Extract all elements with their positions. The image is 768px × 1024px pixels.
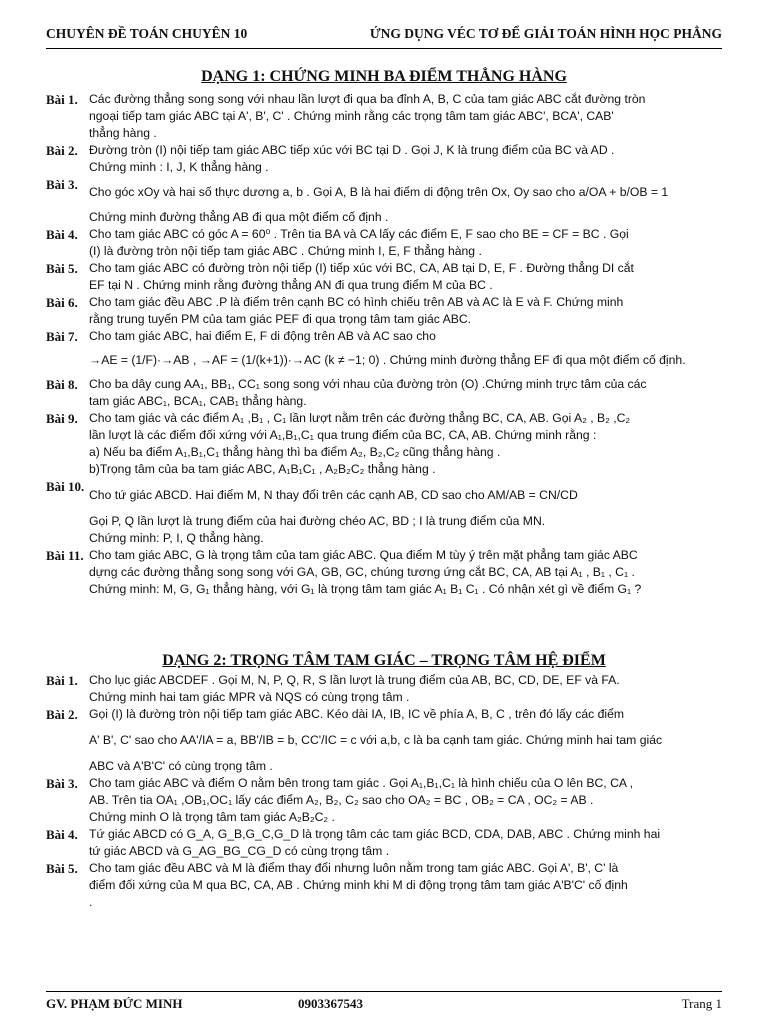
problem-line: Chứng minh hai tam giác MPR và NQS có cùng trọng tâm . [89, 690, 410, 704]
problem-line: thẳng hàng . [89, 126, 157, 140]
problem-line: tứ giác ABCD và G_AG_BG_CG_D có cùng trọng tâm . [89, 844, 390, 858]
problem-line: Chứng minh O là trọng tâm tam giác A₂B₂C₂ . [89, 810, 335, 824]
problem-line: Chứng minh: P, I, Q thẳng hàng. [89, 531, 264, 545]
problem-line: Cho tam giác đều ABC và M là điểm thay đổi nhưng luôn nằm trong tam giác ABC. Gọi A', B', C' là [89, 861, 619, 875]
problem-line: Cho góc xOy và hai số thực dương a, b . Gọi A, B là hai điểm di động trên Ox, Oy sao cho a/OA + b/OB = 1 [89, 185, 669, 199]
header-left: CHUYÊN ĐỀ TOÁN CHUYÊN 10 [46, 26, 248, 41]
problem-1 [46, 91, 724, 142]
problem-line: ngoại tiếp tam giác ABC tại A', B', C' . Chứng minh rằng các trọng tâm tam giác ABC', BCA', CAB' [89, 109, 614, 123]
page-footer [46, 996, 722, 1016]
header-right: ỨNG DỤNG VÉC TƠ ĐỂ GIẢI TOÁN HÌNH HỌC PHẲNG [369, 26, 722, 41]
problem-line: Các đường thẳng song song với nhau lần lượt đi qua ba đỉnh A, B, C của tam giác ABC cắt đường tròn [89, 92, 646, 106]
problem-line: b)Trọng tâm của ba tam giác ABC, A₁B₁C₁ , A₂B₂C₂ thẳng hàng . [89, 462, 436, 476]
section1-problems [46, 91, 724, 598]
footer-rule [46, 991, 722, 992]
problem-label: Bài 2. [46, 707, 78, 722]
problem-line: lần lượt là các điểm đối xứng với A₁,B₁,C₁ qua trung điểm của BC, CA, AB. Chứng minh rằng : [89, 428, 597, 442]
problem-line: Cho tam giác ABC có góc A = 60⁰ . Trên tia BA và CA lấy các điểm E, F sao cho BE = CF = BC . Gọi [89, 227, 629, 241]
problem-label: Bài 5. [46, 261, 78, 276]
section2-title: DẠNG 2: TRỌNG TÂM TAM GIÁC – TRỌNG TÂM HỆ ĐIỂM [162, 652, 606, 669]
problem-line: Cho tam giác ABC, hai điểm E, F di động trên AB và AC sao cho [89, 329, 436, 343]
problem-line: Tứ giác ABCD có G_A, G_B,G_C,G_D là trọng tâm các tam giác BCD, CDA, DAB, ABC . Chứng minh hai [89, 827, 661, 841]
problem-label: Bài 5. [46, 861, 78, 876]
problem-3 [46, 176, 724, 226]
problem-line: Cho tứ giác ABCD. Hai điểm M, N thay đổi trên các cạnh AB, CD sao cho AM/AB = CN/CD [89, 488, 578, 502]
problem-line: Cho tam giác ABC, G là trọng tâm của tam giác ABC. Qua điểm M tùy ý trên mặt phẳng tam giác ABC [89, 548, 638, 562]
problem-11 [46, 547, 724, 598]
problem-3 [46, 775, 724, 826]
problem-line: Chứng minh đường thẳng AB đi qua một điểm cố định . [89, 210, 389, 224]
problem-5 [46, 260, 724, 294]
problem-2 [46, 706, 724, 775]
problem-line: Cho tam giác ABC và điểm O nằm bên trong tam giác . Gọi A₁,B₁,C₁ là hình chiếu của O lên BC, CA , [89, 776, 634, 790]
problem-line: . [89, 895, 93, 909]
problem-label: Bài 4. [46, 227, 78, 242]
problem-line: điểm đối xứng của M qua BC, CA, AB . Chứng minh khi M di động trọng tâm tam giác A'B'C' cố định [89, 878, 628, 892]
problem-line: tam giác ABC₁, BCA₁, CAB₁ thẳng hàng. [89, 394, 307, 408]
problem-line: Cho ba dây cung AA₁, BB₁, CC₁ song song với nhau của đường tròn (O) .Chứng minh trực tâm của các [89, 377, 647, 391]
problem-line: ABC và A'B'C' có cùng trọng tâm . [89, 759, 273, 773]
problem-line: Cho tam giác ABC có đường tròn nội tiếp (I) tiếp xúc với BC, CA, AB tại D, E, F . Đường thẳng DI cắt [89, 261, 634, 275]
problem-8 [46, 376, 724, 410]
problem-line: EF tại N . Chứng minh rằng đường thẳng AN đi qua trung điểm M của BC . [89, 278, 493, 292]
problem-9 [46, 410, 724, 478]
problem-line: a) Nếu ba điểm A₁,B₁,C₁ thẳng hàng thì ba điểm A₂, B₂,C₂ cũng thẳng hàng . [89, 445, 501, 459]
problem-1 [46, 672, 724, 706]
problem-5 [46, 860, 724, 911]
problem-label: Bài 7. [46, 329, 78, 344]
problem-6 [46, 294, 724, 328]
footer-author: GV. PHẠM ĐỨC MINH [46, 996, 183, 1011]
problem-10 [46, 478, 724, 547]
problem-line: (I) là đường tròn nội tiếp tam giác ABC . Chứng minh I, E, F thẳng hàng . [89, 244, 482, 258]
problem-line: dựng các đường thẳng song song với GA, GB, GC, chúng tương ứng cắt BC, CA, AB tại A₁ , B₁ , C₁ . [89, 565, 635, 579]
problem-line: Gọi P, Q lần lượt là trung điểm của hai đường chéo AC, BD ; I là trung điểm của MN. [89, 514, 546, 528]
problem-label: Bài 1. [46, 673, 78, 688]
problem-line: AB. Trên tia OA₁ ,OB₁,OC₁ lấy các điểm A₂, B₂, C₂ sao cho OA₂ = BC , OB₂ = CA , OC₂ = AB . [89, 793, 594, 807]
problem-label: Bài 6. [46, 295, 78, 310]
problem-label: Bài 3. [46, 776, 78, 791]
problem-4 [46, 826, 724, 860]
problem-7 [46, 328, 724, 376]
problem-line: Cho tam giác đều ABC .P là điểm trên cạnh BC có hình chiếu trên AB và AC là E và F. Chứng minh [89, 295, 624, 309]
section2-problems [46, 672, 724, 911]
problem-label: Bài 1. [46, 92, 78, 107]
problem-4 [46, 226, 724, 260]
problem-line: A' B', C' sao cho AA'/IA = a, BB'/IB = b, CC'/IC = c với a,b, c là ba cạnh tam giác. Chứng minh hai tam giác [89, 733, 663, 747]
problem-line: Chứng minh: M, G, G₁ thẳng hàng, với G₁ là trọng tâm tam giác A₁ B₁ C₁ . Có nhận xét gì về điểm G₁ ? [89, 582, 642, 596]
header-rule [46, 48, 722, 49]
problem-line: Đường tròn (I) nội tiếp tam giác ABC tiếp xúc với BC tại D . Gọi J, K là trung điểm của BC và AD . [89, 143, 615, 157]
problem-label: Bài 10. [46, 479, 85, 494]
problem-label: Bài 2. [46, 143, 78, 158]
problem-label: Bài 3. [46, 177, 78, 192]
problem-line: Chứng minh : I, J, K thẳng hàng . [89, 160, 269, 174]
problem-line: Cho tam giác và các điểm A₁ ,B₁ , C₁ lần lượt nằm trên các đường thẳng BC, CA, AB. Gọi A₂ , B₂ ,C₂ [89, 411, 631, 425]
problem-label: Bài 4. [46, 827, 78, 842]
page-header [46, 26, 722, 48]
footer-page-number: Trang 1 [681, 996, 722, 1011]
problem-label: Bài 11. [46, 548, 84, 563]
section1-title: DẠNG 1: CHỨNG MINH BA ĐIỂM THẲNG HÀNG [201, 68, 567, 85]
problem-line: Cho lục giác ABCDEF . Gọi M, N, P, Q, R, S lần lượt là trung điểm của AB, BC, CD, DE, EF và FA. [89, 673, 620, 687]
problem-line: Gọi (I) là đường tròn nội tiếp tam giác ABC. Kéo dài IA, IB, IC về phía A, B, C , trên đó lấy các điểm [89, 707, 625, 721]
problem-line: →AE = (1/F)·→AB , →AF = (1/(k+1))·→AC (k ≠ −1; 0) . Chứng minh đường thẳng EF đi qua một điểm cố định. [89, 353, 686, 367]
footer-phone: 0903367543 [298, 996, 363, 1011]
problem-2 [46, 142, 724, 176]
problem-line: rằng trung tuyến PM của tam giác PEF đi qua trọng tâm tam giác ABC. [89, 312, 472, 326]
problem-label: Bài 8. [46, 377, 78, 392]
problem-label: Bài 9. [46, 411, 78, 426]
